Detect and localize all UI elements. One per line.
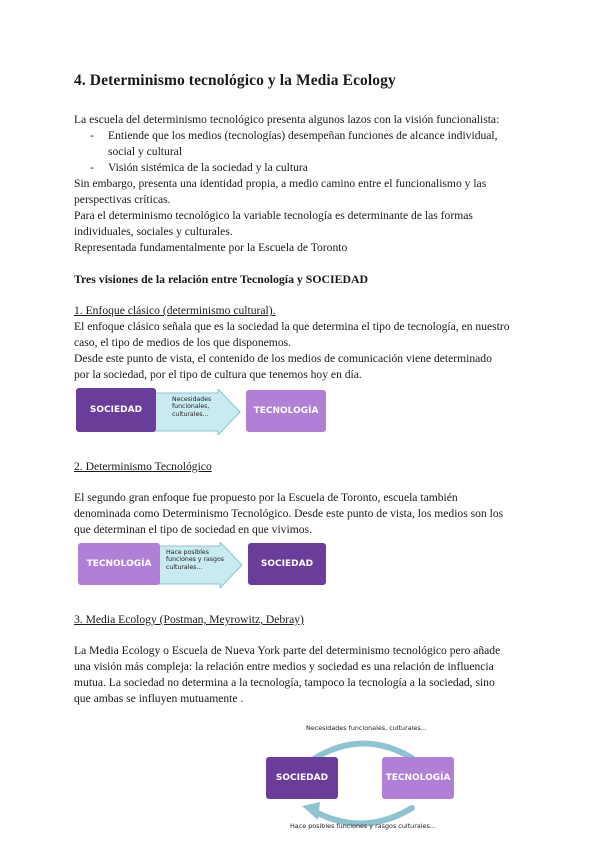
arrow-label: Necesidades funcionales, culturales... xyxy=(172,396,212,418)
paragraph-line: perspectivas críticas. xyxy=(74,193,171,206)
box-tecnologia: TECNOLOGÍA xyxy=(382,757,454,799)
box-sociedad: SOCIEDAD xyxy=(266,757,338,799)
bullet-1-line-1: Entiende que los medios (tecnologías) desempeñan funciones de alcance individual, xyxy=(108,129,498,142)
box-sociedad: SOCIEDAD xyxy=(76,388,156,432)
section-2-heading: 2. Determinismo Tecnológico xyxy=(74,460,212,473)
box-tecnologia: TECNOLOGÍA xyxy=(246,390,326,432)
bullet-2: Visión sistémica de la sociedad y la cultura xyxy=(108,161,308,174)
paragraph-line: Desde este punto de vista, el contenido de los medios de comunicación viene determinado xyxy=(74,352,492,365)
bottom-label: Hace posibles funciones y rasgos culturales... xyxy=(290,822,436,830)
section-3-heading: 3. Media Ecology (Postman, Meyrowitz, Debray) xyxy=(74,613,304,626)
paragraph-line: una visión más compleja: la relación entre medios y sociedad es una relación de influencia xyxy=(74,660,494,673)
section-1-heading: 1. Enfoque clásico (determinismo cultural). xyxy=(74,304,276,317)
paragraph-line: La Media Ecology o Escuela de Nueva York parte del determinismo tecnológico pero añade xyxy=(74,644,501,657)
bullet-1-line-2: social y cultural xyxy=(108,145,183,158)
section-title: Tres visiones de la relación entre Tecnología y SOCIEDAD xyxy=(74,272,369,286)
paragraph-line: Representada fundamentalmente por la Escuela de Toronto xyxy=(74,241,348,254)
paragraph-line: El segundo gran enfoque fue propuesto por la Escuela de Toronto, escuela también xyxy=(74,491,458,504)
box-sociedad: SOCIEDAD xyxy=(248,543,326,585)
bullet-dash: - xyxy=(90,129,94,142)
page-title: 4. Determinismo tecnológico y la Media Ecology xyxy=(74,72,396,89)
paragraph-line: mutua. La sociedad no determina a la tecnología, tampoco la tecnología a la sociedad, sino xyxy=(74,676,495,689)
bullet-dash: - xyxy=(90,161,94,174)
paragraph-line: que ambas se influyen mutuamente . xyxy=(74,692,244,705)
arrow-label: Hace posibles funciones y rasgos culturales... xyxy=(166,549,224,571)
intro-line: La escuela del determinismo tecnológico presenta algunos lazos con la visión funcionalista: xyxy=(74,113,500,126)
paragraph-line: caso, el tipo de medios de los que disponemos. xyxy=(74,336,292,349)
paragraph-line: El enfoque clásico señala que es la sociedad la que determina el tipo de tecnología, en nuestro xyxy=(74,320,510,333)
paragraph-line: denominada como Determinismo Tecnológico. Desde este punto de vista, los medios son los xyxy=(74,507,504,520)
top-label: Necesidades funcionales, culturales... xyxy=(306,724,427,732)
paragraph-line: individuales, sociales y culturales. xyxy=(74,225,233,238)
paragraph-line: por la sociedad, por el tipo de cultura que tenemos hoy en día. xyxy=(74,368,362,381)
paragraph-line: Sin embargo, presenta una identidad propia, a medio camino entre el funcionalismo y las xyxy=(74,177,487,190)
box-tecnologia: TECNOLOGÍA xyxy=(78,543,160,585)
paragraph-line: que determinan el tipo de sociedad en que vivimos. xyxy=(74,523,312,536)
paragraph-line: Para el determinismo tecnológico la variable tecnología es determinante de las formas xyxy=(74,209,473,222)
